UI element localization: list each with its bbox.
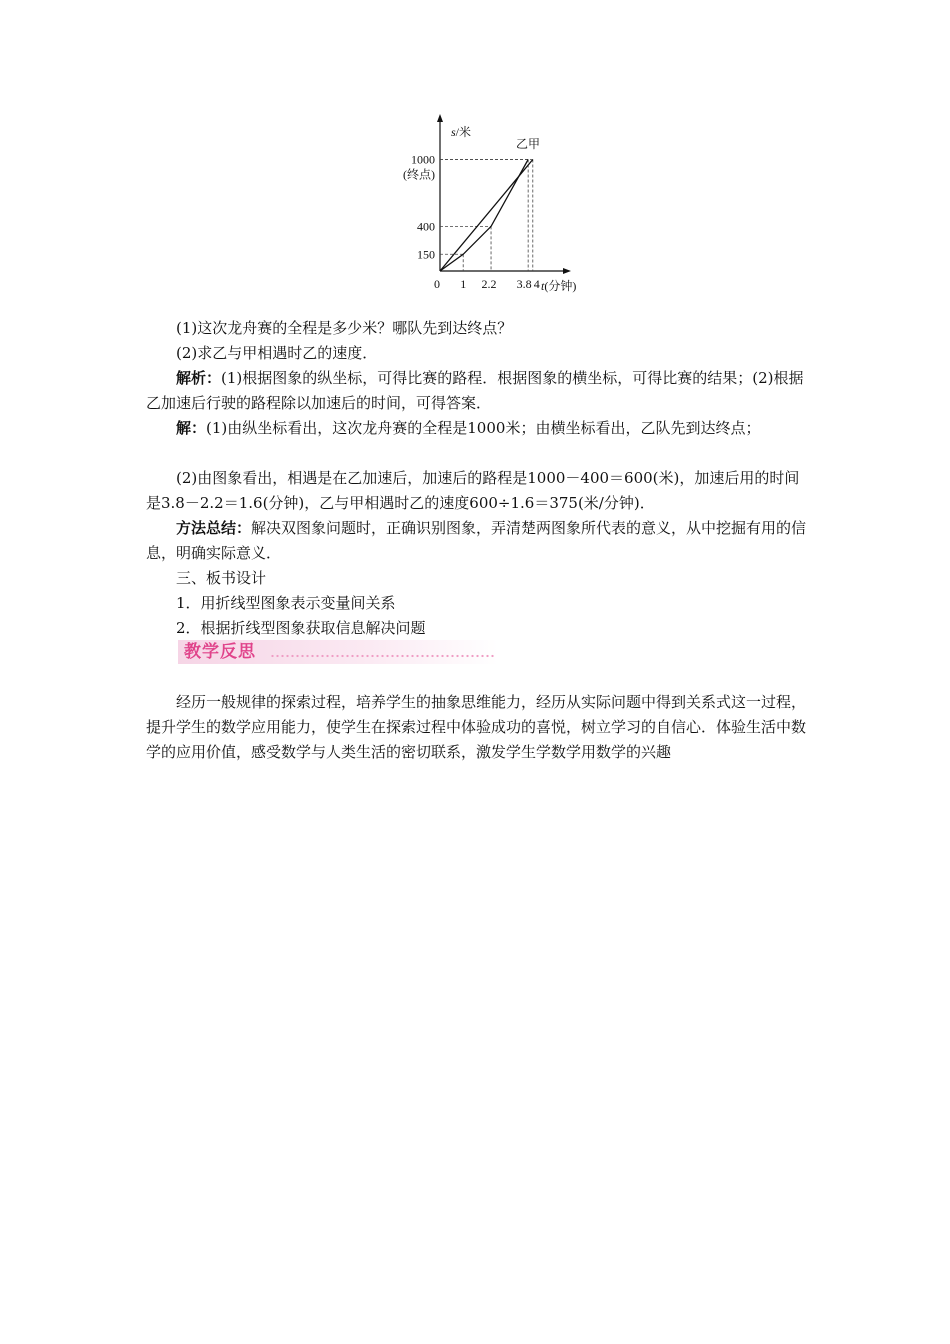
solution-paragraph-1 (146, 416, 808, 441)
x-axis-label: t(分钟) (541, 279, 577, 293)
analysis-paragraph (146, 366, 808, 416)
x-tick-label: 3.8 (516, 277, 532, 291)
x-axis-arrow (563, 268, 571, 274)
x-tick-label: 4 (533, 277, 540, 291)
reflection-banner (178, 640, 498, 664)
solution-text-1: (1)由纵坐标看出，这次龙舟赛的全程是1000米；由横坐标看出，乙队先到达终点； (206, 419, 761, 437)
origin-label: 0 (434, 277, 440, 291)
analysis-text: (1)根据图象的纵坐标，可得比赛的路程．根据图象的横坐标，可得比赛的结果；(2)根据乙加速后行驶的路程除以加速后的时间，可得答案． (146, 369, 804, 412)
summary-text: 解决双图象问题时，正确识别图象，弄清楚两图象所代表的意义，从中挖掘有用的信息，明确实际意义． (146, 519, 807, 562)
series-line-jia (440, 160, 533, 272)
y-endpoint-note: (终点) (403, 167, 435, 182)
reflection-paragraph: 经历一般规律的探索过程，培养学生的抽象思维能力，经历从实际问题中得到关系式这一过程，提升学生的数学应用能力，使学生在探索过程中体验成功的喜悦，树立学习的自信心．体验生活中数学的应用价值，感受数学与人类生活的密切联系，激发学生学数学用数学的兴趣 (146, 693, 807, 761)
question-2: (2)求乙与甲相遇时乙的速度． (176, 344, 378, 362)
y-tick-label: 150 (417, 247, 435, 262)
analysis-label: 解析： (176, 369, 222, 387)
y-tick-label: 1000 (411, 152, 435, 167)
series-label: 乙甲 (516, 137, 541, 151)
series-lines (440, 160, 533, 272)
reflection-title: 教学反思 (184, 642, 256, 662)
y-axis-arrow (437, 114, 443, 122)
x-tick-label: 1 (460, 277, 467, 291)
summary-label: 方法总结： (176, 519, 252, 537)
y-tick-label: 400 (417, 219, 435, 234)
x-tick-label: 2.2 (481, 277, 497, 291)
question-1: (1)这次龙舟赛的全程是多少米？哪队先到达终点？ (176, 319, 513, 337)
section-heading-board-design: 三、板书设计 (176, 569, 267, 587)
summary-paragraph (146, 516, 808, 566)
board-item-1: 1．用折线型图象表示变量间关系 (176, 594, 396, 612)
board-item-2: 2．根据折线型图象获取信息解决问题 (176, 619, 426, 637)
distance-time-graph (395, 108, 605, 298)
banner-dot-decoration (270, 654, 495, 658)
solution-paragraph-2: (2)由图象看出，相遇是在乙加速后，加速后的路程是1000－400＝600(米)，加速后用的时间是3.8－2.2＝1.6(分钟)，乙与甲相遇时乙的速度600÷1.6＝375(米/分钟)． (146, 469, 800, 512)
axis-labels (403, 124, 576, 293)
solution-label: 解： (176, 419, 207, 437)
y-axis-label: s/米 (451, 125, 472, 139)
